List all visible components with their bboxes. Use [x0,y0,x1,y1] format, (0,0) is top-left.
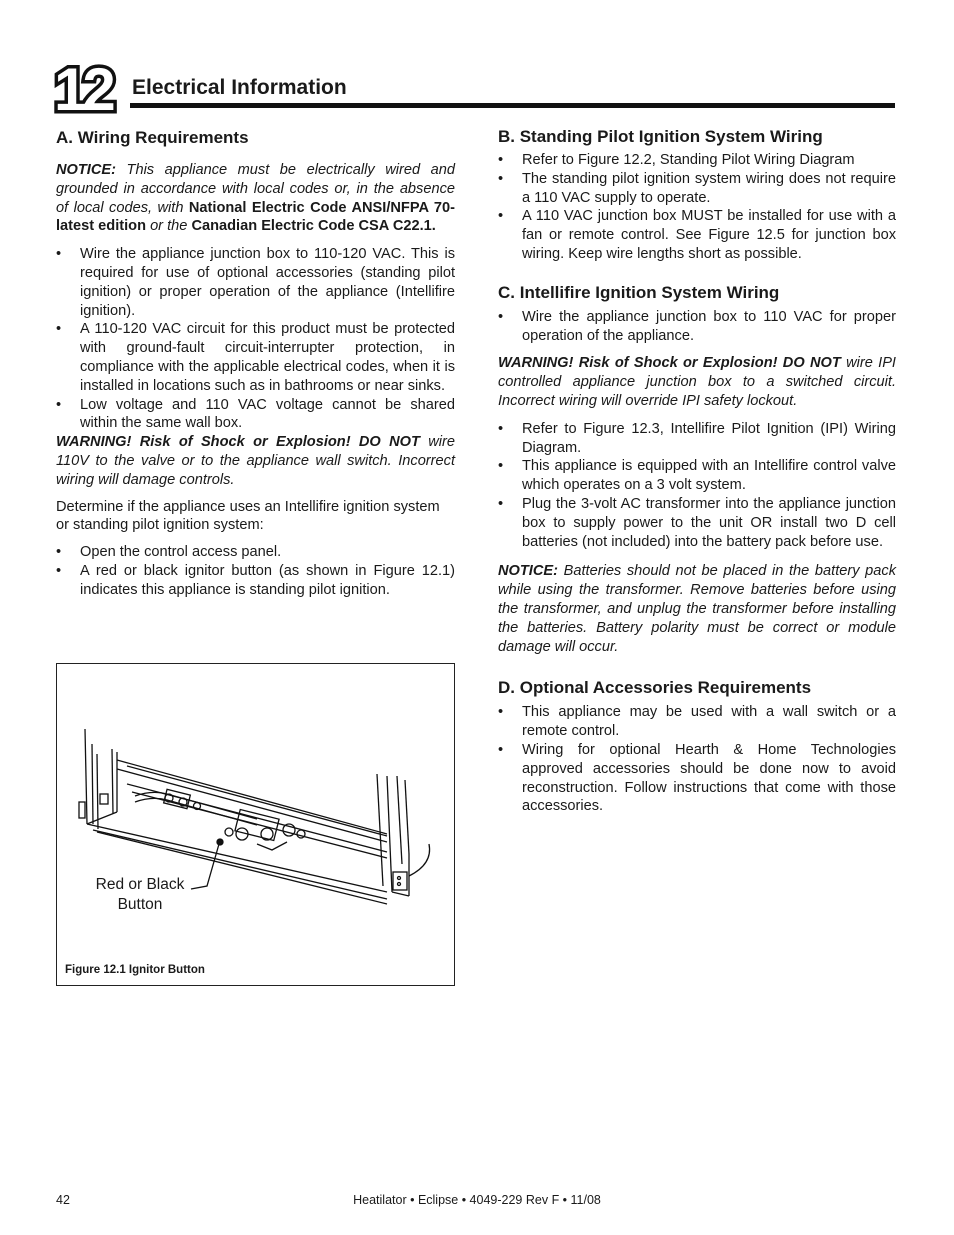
callout-line-1: Red or Black [95,876,185,893]
section-b-bullets [498,151,896,264]
list-item: • Open the control access panel. [56,543,455,562]
warning-label: WARNING! Risk of Shock or Explosion! DO NOT [56,434,420,451]
fireplace-illustration [57,664,454,985]
list-item: • Wire the appliance junction box to 110 VAC for proper operation of the appliance. [498,308,896,346]
csa-reference: Canadian Electric Code CSA C22.1. [191,218,436,235]
section-a-bullets-2 [56,543,455,599]
figure-caption: Figure 12.1 Ignitor Button [65,964,205,976]
callout-line-2: Button [117,896,163,913]
right-column [498,127,896,816]
section-b-title: B. Standing Pilot Ignition System Wiring [498,127,823,146]
section-c-bullets [498,308,896,346]
list-item: • A 110-120 VAC circuit for this product must be protected with ground-fault circuit-interrupter protection, in compliance with the applicable electrical codes, when it is installed in locations such as in bathrooms or near sinks. [56,320,455,395]
section-c-warning [498,354,896,410]
section-a-warning [56,433,455,489]
section-a-bullets [56,245,455,433]
list-item: • A 110 VAC junction box MUST be installed for use with a fan or remote control. See Figure 12.5 for junction box wiring. Keep wire lengths short as possible. [498,207,896,263]
list-item: • This appliance may be used with a wall switch or a remote control. [498,703,896,741]
header-rule [130,103,895,108]
warning-text: wire IPI controlled appliance junction box to a switched circuit. Incorrect wiring will override IPI safety lockout. [498,355,896,409]
notice-text-2: or the [146,218,192,235]
list-item: • This appliance is equipped with an Intellifire control valve which operates on a 3 volt system. [498,457,896,495]
list-item: • Low voltage and 110 VAC voltage cannot be shared within the same wall box. [56,396,455,434]
button-callout-label [85,875,195,915]
list-item: • Refer to Figure 12.3, Intellifire Pilot Ignition (IPI) Wiring Diagram. [498,420,896,458]
notice-text: This appliance must be electrically wired and grounded in accordance with local codes or, in the absence of local codes, with [56,162,455,216]
list-item: • Refer to Figure 12.2, Standing Pilot Wiring Diagram [498,151,896,170]
list-item: • A red or black ignitor button (as shown in Figure 12.1) indicates this appliance is standing pilot ignition. [56,562,455,600]
chapter-number: 12 [54,56,111,123]
section-a-notice [56,161,455,236]
figure-ignitor-button [56,663,455,986]
section-c-notice [498,562,896,656]
notice-label: NOTICE: [56,162,116,178]
notice-label: NOTICE: [498,563,558,580]
page-number: 42 [56,1193,70,1207]
list-item: • Plug the 3-volt AC transformer into the appliance junction box to supply power to the unit OR install two D cell batteries (not included) into the battery pack before use. [498,495,896,551]
determine-text: Determine if the appliance uses an Intellifire ignition system or standing pilot ignition system: [56,498,440,534]
list-item: • The standing pilot ignition system wiring does not require a 110 VAC supply to operate. [498,170,896,208]
warning-label: WARNING! Risk of Shock or Explosion! DO NOT [498,355,841,372]
section-c-title: C. Intellifire Ignition System Wiring [498,282,780,302]
nec-reference: National Electric Code ANSI/NFPA 70-latest edition [56,199,455,235]
notice-text: Batteries should not be placed in the battery pack while using the transformer. Remove batteries before using the transformer, and unplug the transformer before installing the batteries. Battery polarity must be correct or module damage will occur. [498,563,896,655]
left-column [56,128,455,600]
section-a-title: A. Wiring Requirements [56,128,249,147]
chapter-title: Electrical Information [132,76,347,99]
list-item: • Wire the appliance junction box to 110-120 VAC. This is required for use of optional accessories (standing pilot ignition) or proper operation of the appliance (Intellifire ignition). [56,245,455,320]
section-c-bullets-2 [498,420,896,552]
warning-text: wire 110V to the valve or to the appliance wall switch. Incorrect wiring will damage controls. [56,434,455,488]
section-d-title: D. Optional Accessories Requirements [498,678,812,698]
section-d-bullets [498,703,896,816]
document-info: Heatilator • Eclipse • 4049-229 Rev F • 11/08 [353,1193,601,1207]
list-item: • Wiring for optional Hearth & Home Technologies approved accessories should be done now to avoid reconstruction. Follow instructions that come with those accessories. [498,741,896,816]
